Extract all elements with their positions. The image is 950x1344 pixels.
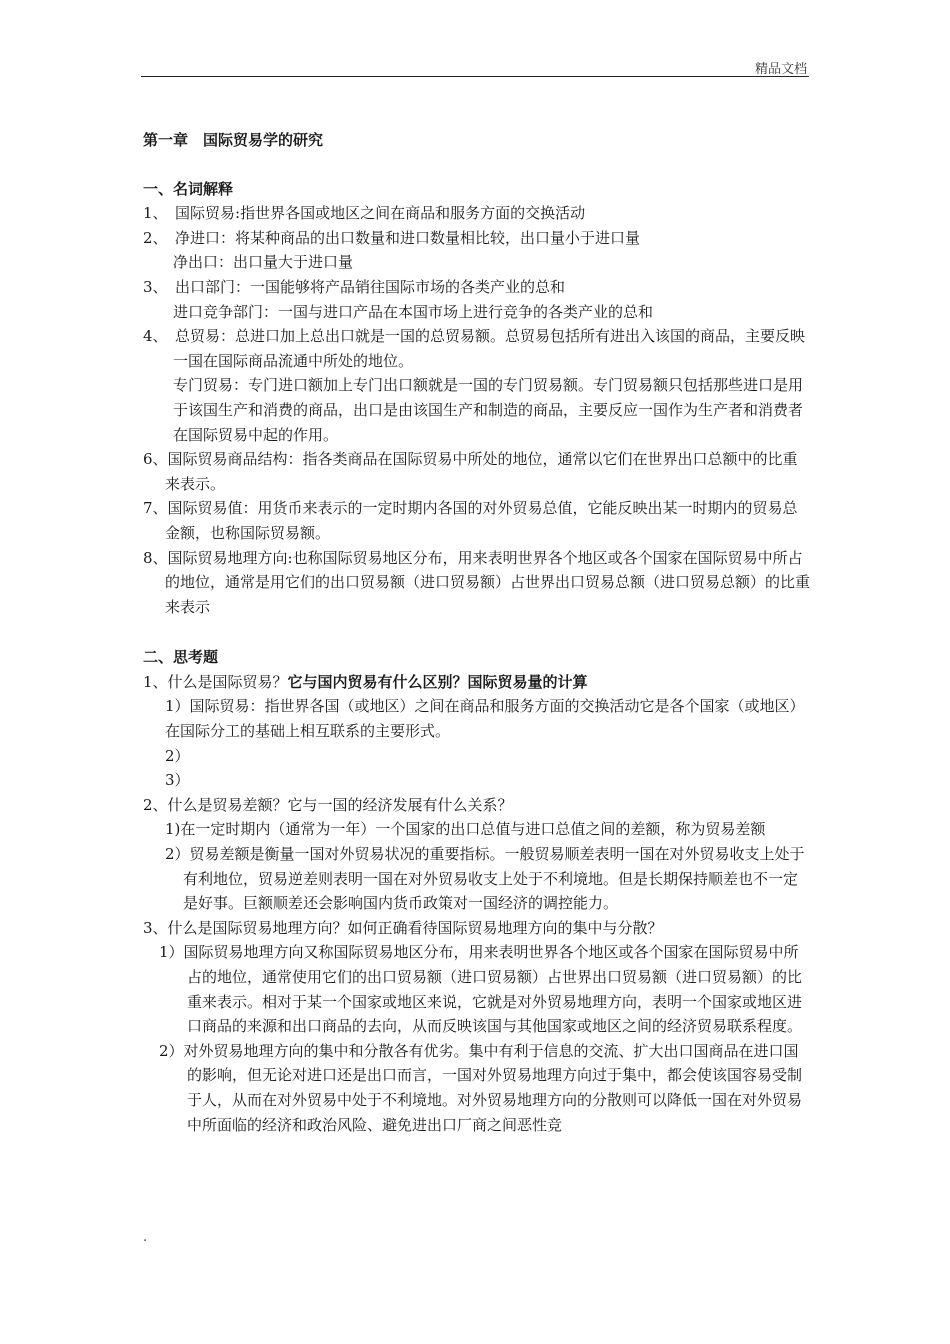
question-2-answer-1: 1)在一定时期内（通常为一年）一个国家的出口总值与进口总值之间的差额，称为贸易差额 <box>165 820 766 839</box>
term-item-2: 2、 净进口：将某种商品的出口数量和进口数量相比较，出口量小于进口量 <box>143 228 641 247</box>
chapter-title: 第一章 国际贸易学的研究 <box>143 131 324 149</box>
question-3-answer-1: 1）国际贸易地理方向又称国际贸易地区分布，用来表明世界各个地区或各个国家在国际贸易中所占的地位，通常使用它们的出口贸易额（进口贸易额）占世界出口贸易额（进口贸易额）的比重来表示。相对于某一个国家或地区来说，它就是对外贸易地理方向，表明一个国家或地区进口商品的来源和出口商品的去向，从而反映该国与其他国家或地区之间的经济贸易联系程度。 <box>159 943 803 1036</box>
term-item-7: 7、国际贸易值：用货币来表示的一定时期内各国的对外贸易总值，它能反映出某一时期内的贸易总金额，也称国际贸易额。 <box>143 499 798 542</box>
term-item-2-sub: 净出口：出口量大于进口量 <box>173 253 354 272</box>
term-item-8: 8、国际贸易地理方向:也称国际贸易地区分布，用来表明世界各个地区或各个国家在国际贸易中所占的地位，通常是用它们的出口贸易额（进口贸易额）占世界出口贸易总额（进口贸易总额）的比重来表示 <box>143 548 811 616</box>
question-1-bold: 它与国内贸易有什么区别？国际贸易量的计算 <box>287 672 588 691</box>
section-heading-questions: 二、思考题 <box>143 648 219 667</box>
header-divider <box>141 76 809 77</box>
question-2: 2、什么是贸易差额？它与一国的经济发展有什么关系？ <box>143 795 513 814</box>
question-2-answer-2: 2）贸易差额是衡量一国对外贸易状况的重要指标。一般贸易顺差表明一国在对外贸易收支上处于有利地位，贸易逆差则表明一国在对外贸易收支上处于不利境地。但是长期保持顺差也不一定是好事。巨额顺差还会影响国内货币政策对一国经济的调控能力。 <box>165 845 805 913</box>
term-item-6: 6、国际贸易商品结构：指各类商品在国际贸易中所处的地位，通常以它们在世界出口总额中的比重来表示。 <box>143 450 798 493</box>
footer-mark: . <box>143 1230 148 1245</box>
question-1-answer-3: 3） <box>165 771 190 790</box>
term-item-1: 1、 国际贸易:指世界各国或地区之间在商品和服务方面的交换活动 <box>143 204 586 223</box>
section-heading-terms: 一、名词解释 <box>143 179 234 198</box>
term-item-4: 4、 总贸易：总进口加上总出口就是一国的总贸易额。总贸易包括所有进出入该国的商品，主要反映一国在国际商品流通中所处的地位。 <box>143 327 806 370</box>
term-item-3-sub: 进口竞争部门：一国与进口产品在本国市场上进行竞争的各类产业的总和 <box>173 302 654 321</box>
question-1-answer-1: 1）国际贸易：指世界各国（或地区）之间在商品和服务方面的交换活动它是各个国家（或地区）在国际分工的基础上相互联系的主要形式。 <box>165 697 805 741</box>
term-item-3: 3、 出口部门：一国能够将产品销往国际市场的各类产业的总和 <box>143 277 566 296</box>
question-1 <box>143 670 811 695</box>
question-1-answer-2: 2） <box>165 746 190 765</box>
question-3: 3、什么是国际贸易地理方向？如何正确看待国际贸易地理方向的集中与分散？ <box>143 918 663 937</box>
document-body <box>143 128 811 1137</box>
question-3-answer-2: 2）对外贸易地理方向的集中和分散各有优劣。集中有利于信息的交流、扩大出口国商品在进口国的影响，但无论对进口还是出口而言，一国对外贸易地理方向过于集中，都会使该国容易受制于人，从而在对外贸易中处于不利境地。对外贸易地理方向的分散则可以降低一国在对外贸易中所面临的经济和政治风险、避免进出口厂商之间恶性竞 <box>159 1041 803 1134</box>
question-1-prefix: 1、什么是国际贸易？ <box>143 672 288 691</box>
term-item-4-sub: 专门贸易：专门进口额加上专门出口额就是一国的专门贸易额。专门贸易额只包括那些进口是用于该国生产和消费的商品，出口是由该国生产和制造的商品，主要反应一国作为生产者和消费者在国际贸易中起的作用。 <box>173 376 804 444</box>
page-header-label: 精品文档 <box>754 62 807 77</box>
